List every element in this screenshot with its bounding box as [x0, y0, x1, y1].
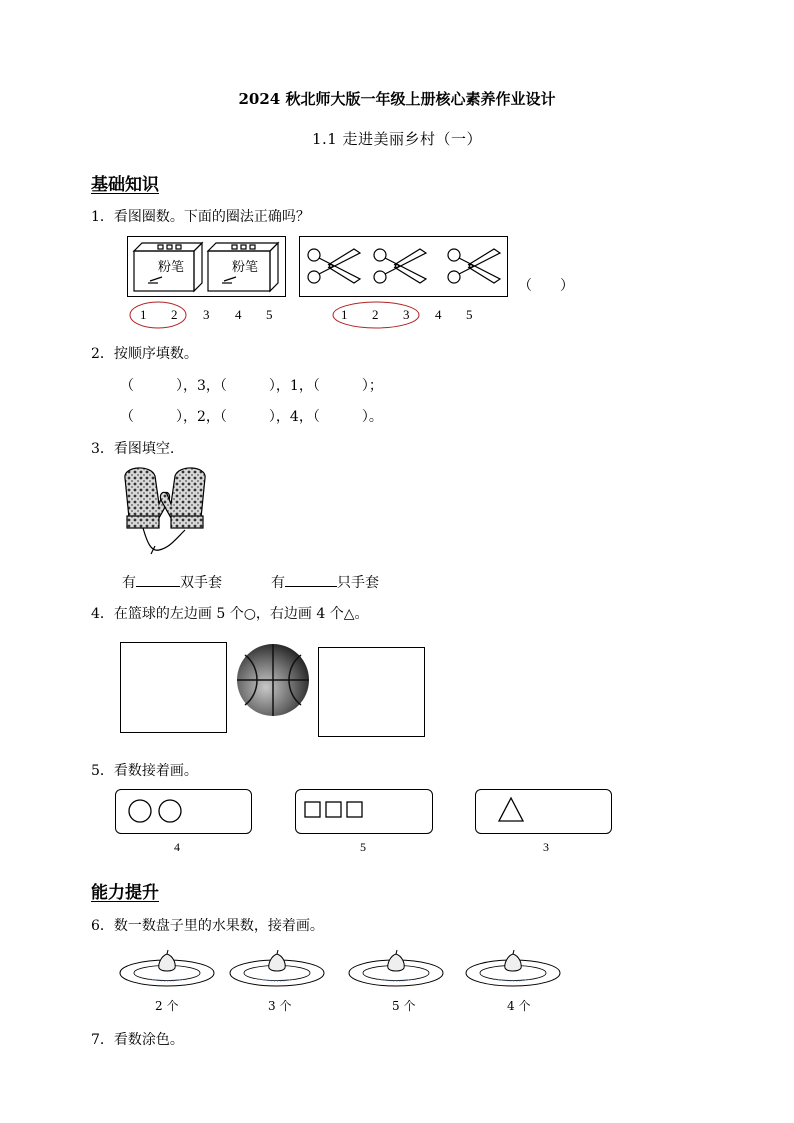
square-shapes: [296, 790, 432, 833]
target-count-circles: 4: [174, 840, 180, 854]
mittens-icon: [115, 464, 215, 560]
question-6: 6．数一数盘子里的水果数，接着画。: [91, 918, 324, 934]
draw-area-left[interactable]: [120, 642, 227, 733]
basketball-icon: [235, 643, 311, 717]
plate-count-1: 2 个: [155, 999, 179, 1013]
plate-with-fruit-icon[interactable]: [118, 947, 216, 989]
chalk-label-2: 粉笔: [232, 260, 259, 275]
question-3: 3．看图填空.: [91, 441, 175, 457]
mitten-pairs-prompt: 有 双手套: [122, 575, 222, 591]
question-4: 4．在篮球的左边画 5 个○，右边画 4 个△。: [91, 606, 369, 622]
page-title: 2024 秋北师大版一年级上册核心素养作业设计: [238, 90, 556, 108]
draw-box-circles[interactable]: [115, 789, 252, 834]
num-left-4: 4: [235, 307, 242, 322]
num-right-5: 5: [466, 307, 473, 322]
red-ellipse-left: [128, 300, 188, 330]
chalk-box-icon: [128, 237, 285, 296]
num-right-3: 3: [403, 307, 410, 322]
mitten-pairs-blank[interactable]: [136, 586, 180, 587]
plate-with-fruit-icon[interactable]: [228, 947, 326, 989]
mitten-count-blank[interactable]: [285, 586, 337, 587]
target-count-squares: 5: [360, 840, 366, 854]
num-right-4: 4: [435, 307, 442, 322]
num-right-1: 1: [341, 307, 348, 322]
num-left-3: 3: [203, 307, 210, 322]
sequence-line-2[interactable]: （ ），2，（ ），4，（ ）。: [120, 409, 383, 425]
question-1: 1．看图圈数。下面的圈法正确吗？: [91, 209, 310, 225]
num-left-2: 2: [171, 307, 178, 322]
question-2: 2．按顺序填数。: [91, 346, 198, 362]
draw-area-right[interactable]: [318, 647, 425, 737]
scissors-frame: [299, 236, 508, 297]
question-5: 5．看数接着画。: [91, 763, 198, 779]
plate-count-3: 5 个: [392, 999, 416, 1013]
plate-count-4: 4 个: [507, 999, 531, 1013]
plate-with-fruit-icon[interactable]: [464, 947, 562, 989]
draw-box-triangles[interactable]: [475, 789, 612, 834]
triangle-shapes: [476, 790, 611, 833]
mitten-count-prompt: 有 只手套: [271, 575, 379, 591]
sequence-line-1[interactable]: （ ），3，（ ），1，（ ）；: [120, 378, 383, 394]
circle-shapes: [116, 790, 251, 833]
plate-count-2: 3 个: [268, 999, 292, 1013]
num-right-2: 2: [372, 307, 379, 322]
num-left-1: 1: [140, 307, 147, 322]
num-left-5: 5: [266, 307, 273, 322]
section-ability-improvement: 能力提升: [91, 883, 159, 903]
scissors-icon: [300, 237, 507, 296]
chalk-label-1: 粉笔: [158, 260, 185, 275]
question-7: 7．看数涂色。: [91, 1032, 184, 1048]
draw-box-squares[interactable]: [295, 789, 433, 834]
answer-paren-q1[interactable]: （ ）: [518, 278, 574, 294]
lesson-subtitle: 1.1 走进美丽乡村（一）: [311, 130, 483, 148]
chalk-box-frame: [127, 236, 286, 297]
section-basic-knowledge: 基础知识: [91, 175, 159, 195]
plate-with-fruit-icon[interactable]: [347, 947, 445, 989]
target-count-triangles: 3: [543, 840, 549, 854]
